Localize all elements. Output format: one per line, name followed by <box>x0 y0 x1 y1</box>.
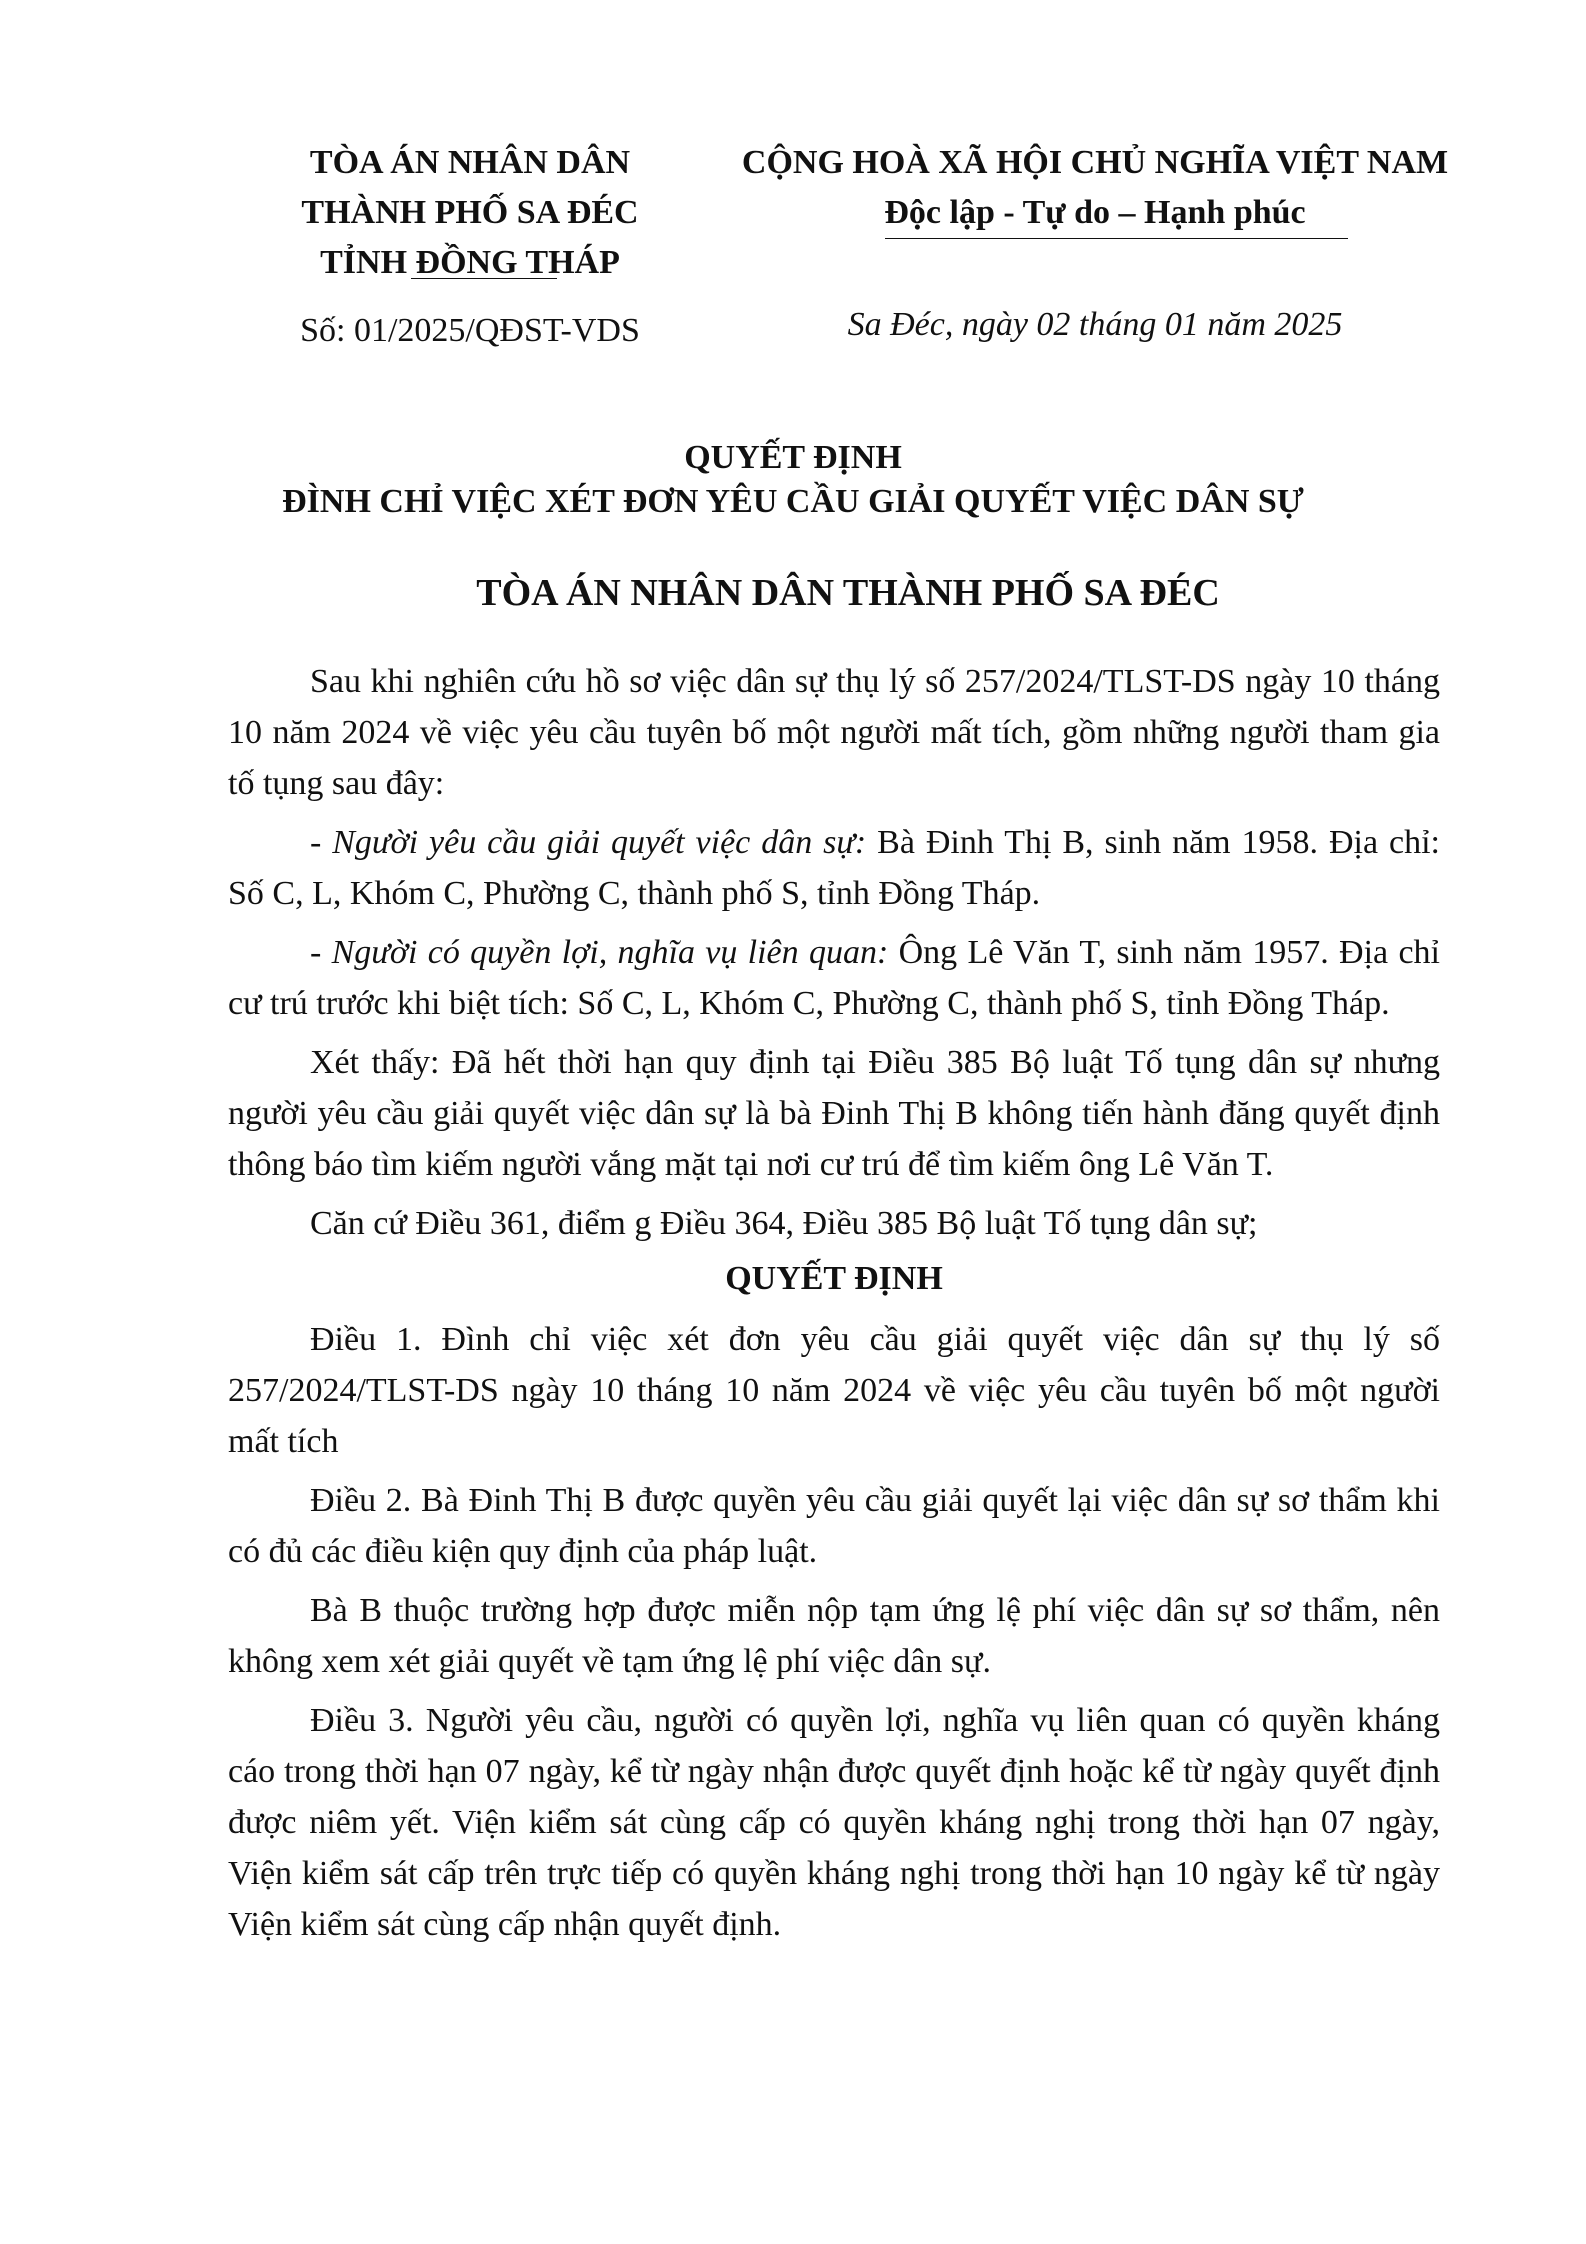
related-party-label: - Người có quyền lợi, nghĩa vụ liên quan: <box>310 934 889 971</box>
place-date: Sa Đéc, ngày 02 tháng 01 năm 2025 <box>847 306 1343 343</box>
requester-label: - Người yêu cầu giải quyết việc dân sự: <box>310 824 867 861</box>
article-3: Điều 3. Người yêu cầu, người có quyền lợi, nghĩa vụ liên quan có quyền kháng cáo trong thời hạn 07 ngày, kể từ ngày nhận được quyết định hoặc kể từ ngày quyết định được niêm yết. Viện kiểm sát cùng cấp có quyền kháng nghị trong thời hạn 07 ngày, Viện kiểm sát cấp trên trực tiếp có quyền kháng nghị trong thời hạn 10 ngày kể từ ngày Viện kiểm sát cùng cấp nhận quyết định. <box>228 1702 1440 1943</box>
document-number: Số: 01/2025/QĐST-VDS <box>300 312 640 349</box>
court-header-line-2: THÀNH PHỐ SA ĐÉC <box>301 194 639 231</box>
court-header <box>255 138 685 288</box>
court-name-title: TÒA ÁN NHÂN DÂN THÀNH PHỐ SA ĐÉC <box>476 572 1220 614</box>
consideration-paragraph: Xét thấy: Đã hết thời hạn quy định tại Điều 385 Bộ luật Tố tụng dân sự nhưng người yêu cầu giải quyết việc dân sự là bà Đinh Thị B không tiến hành đăng quyết định thông báo tìm kiếm người vắng mặt tại nơi cư trú để tìm kiếm ông Lê Văn T. <box>228 1044 1440 1183</box>
requester-paragraph <box>228 817 1440 919</box>
court-header-line-1: TÒA ÁN NHÂN DÂN <box>309 144 631 181</box>
requester-text: Bà Đinh Thị B, sinh năm 1958. Địa chỉ: Số C, L, Khóm C, Phường C, thành phố S, tỉnh Đồng Tháp. <box>228 824 1440 912</box>
national-motto: Độc lập - Tự do – Hạnh phúc <box>884 194 1306 231</box>
article-1: Điều 1. Đình chỉ việc xét đơn yêu cầu giải quyết việc dân sự thụ lý số 257/2024/TLST-DS ngày 10 tháng 10 năm 2024 về việc yêu cầu tuyên bố một người mất tích <box>228 1321 1440 1460</box>
related-party-paragraph <box>228 927 1440 1029</box>
intro-paragraph: Sau khi nghiên cứu hồ sơ việc dân sự thụ lý số 257/2024/TLST-DS ngày 10 tháng 10 năm 2024 về việc yêu cầu tuyên bố một người mất tích, gồm những người tham gia tố tụng sau đây: <box>228 663 1440 802</box>
legal-basis-paragraph: Căn cứ Điều 361, điểm g Điều 364, Điều 385 Bộ luật Tố tụng dân sự; <box>310 1205 1258 1242</box>
court-header-line-3: TỈNH ĐỒNG THÁP <box>320 244 620 281</box>
national-header <box>725 138 1465 238</box>
national-title: CỘNG HOÀ XÃ HỘI CHỦ NGHĨA VIỆT NAM <box>741 144 1449 181</box>
article-2: Điều 2. Bà Đinh Thị B được quyền yêu cầu giải quyết lại việc dân sự sơ thẩm khi có đủ các điều kiện quy định của pháp luật. <box>228 1482 1440 1570</box>
document-body <box>228 656 1440 1958</box>
fee-paragraph: Bà B thuộc trường hợp được miễn nộp tạm ứng lệ phí việc dân sự sơ thẩm, nên không xem xét giải quyết về tạm ứng lệ phí việc dân sự. <box>228 1592 1440 1680</box>
decision-title-main: QUYẾT ĐỊNH <box>684 439 902 476</box>
related-party-text: Ông Lê Văn T, sinh năm 1957. Địa chỉ cư trú trước khi biệt tích: Số C, L, Khóm C, Phường C, thành phố S, tỉnh Đồng Tháp. <box>228 934 1440 1022</box>
national-motto-underline <box>885 238 1348 239</box>
court-header-underline <box>411 278 557 279</box>
decision-title-sub: ĐÌNH CHỈ VIỆC XÉT ĐƠN YÊU CẦU GIẢI QUYẾT VIỆC DÂN SỰ <box>282 483 1304 520</box>
decision-heading: QUYẾT ĐỊNH <box>725 1260 943 1297</box>
decision-title <box>160 436 1426 524</box>
